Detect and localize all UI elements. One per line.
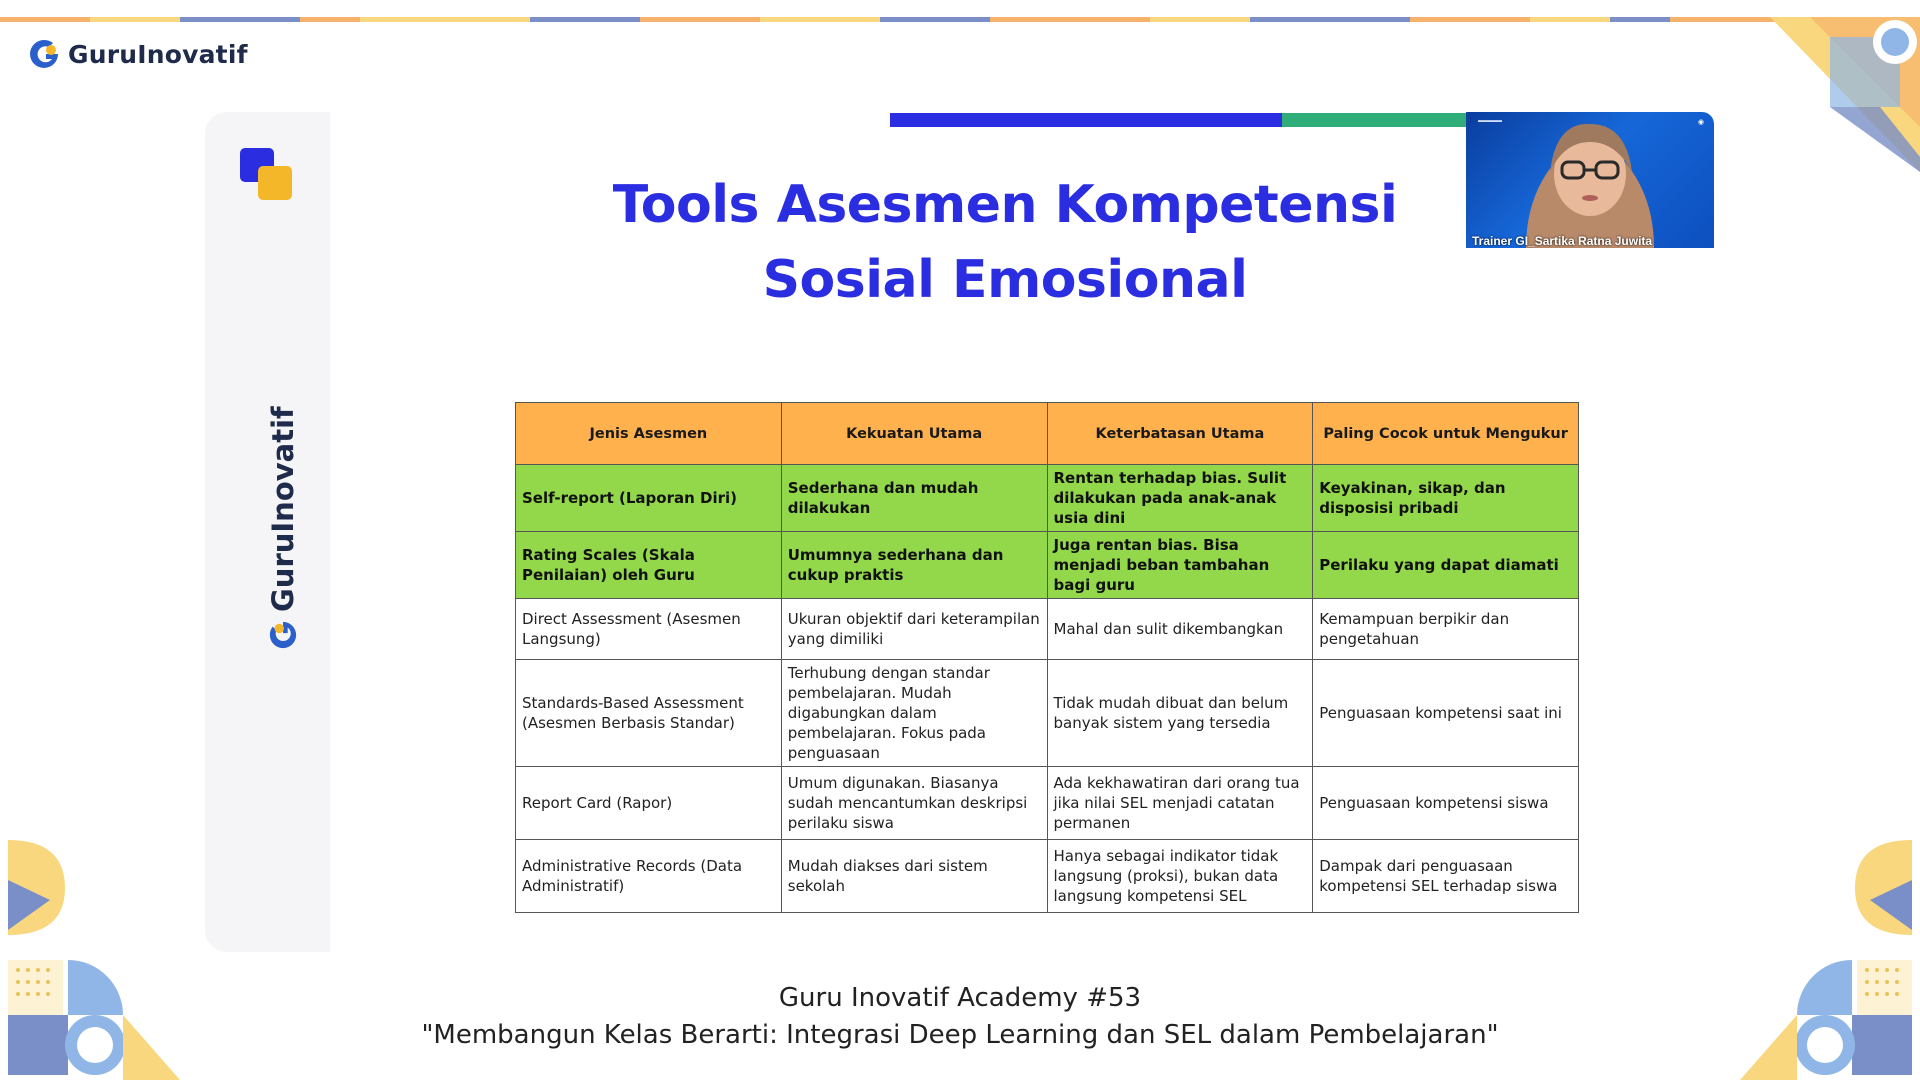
presenter-video <box>1466 112 1714 248</box>
table-cell: Direct Assessment (Asesmen Langsung) <box>516 599 782 660</box>
video-mini-text-icon: ▬▬▬▬ <box>1478 118 1502 124</box>
table-row <box>516 840 1579 913</box>
table-header: Paling Cocok untuk Mengukur <box>1313 403 1579 465</box>
top-decorative-stripe <box>0 17 1920 22</box>
table-row <box>516 465 1579 532</box>
table-cell: Mudah diakses dari sistem sekolah <box>781 840 1047 913</box>
guruinovatif-logo-icon <box>268 620 298 650</box>
presenter-avatar-icon <box>1466 112 1714 248</box>
table-cell: Keyakinan, sikap, dan disposisi pribadi <box>1313 465 1579 532</box>
table-row <box>516 532 1579 599</box>
table-cell: Administrative Records (Data Administratif) <box>516 840 782 913</box>
table-cell: Umum digunakan. Biasanya sudah mencantumkan deskripsi perilaku siswa <box>781 767 1047 840</box>
brand-logo <box>28 38 248 70</box>
video-caption: Trainer GI_Sartika Ratna Juwita <box>1472 234 1653 248</box>
table-cell: Penguasaan kompetensi saat ini <box>1313 660 1579 767</box>
table-row <box>516 599 1579 660</box>
table-cell: Hanya sebagai indikator tidak langsung (proksi), bukan data langsung kompetensi SEL <box>1047 840 1313 913</box>
footer-event-subtitle: "Membangun Kelas Berarti: Integrasi Deep Learning dan SEL dalam Pembelajaran" <box>421 1020 1499 1050</box>
table-cell: Dampak dari penguasaan kompetensi SEL terhadap siswa <box>1313 840 1579 913</box>
title-accent-bar <box>890 113 1467 127</box>
table-cell: Self-report (Laporan Diri) <box>516 465 782 532</box>
table-cell: Ada kekhawatiran dari orang tua jika nilai SEL menjadi catatan permanen <box>1047 767 1313 840</box>
table-header: Kekuatan Utama <box>781 403 1047 465</box>
squares-logo-icon <box>240 148 296 204</box>
table-row <box>516 767 1579 840</box>
video-logo-icon: ◉ <box>1697 119 1704 126</box>
footer-event-title: Guru Inovatif Academy #53 <box>778 983 1142 1013</box>
table-cell: Umumnya sederhana dan cukup praktis <box>781 532 1047 599</box>
table-header-row <box>516 403 1579 465</box>
table-cell: Juga rentan bias. Bisa menjadi beban tambahan bagi guru <box>1047 532 1313 599</box>
table-cell: Report Card (Rapor) <box>516 767 782 840</box>
sidebar-vertical-brand <box>266 406 300 650</box>
corner-decoration-top-right <box>1770 17 1920 172</box>
brand-name: GuruInovatif <box>68 39 248 69</box>
slide-title: Tools Asesmen Kompetensi Sosial Emosional <box>612 175 1398 310</box>
table-cell: Mahal dan sulit dikembangkan <box>1047 599 1313 660</box>
sidebar-brand-name: GuruInovatif <box>266 406 300 612</box>
table-cell: Sederhana dan mudah dilakukan <box>781 465 1047 532</box>
table-cell: Terhubung dengan standar pembelajaran. Mudah digabungkan dalam pembelajaran. Fokus pada penguasaan <box>781 660 1047 767</box>
table-cell: Kemampuan berpikir dan pengetahuan <box>1313 599 1579 660</box>
table-header: Keterbatasan Utama <box>1047 403 1313 465</box>
table-header: Jenis Asesmen <box>516 403 782 465</box>
sel-assessment-table <box>515 402 1579 913</box>
table-cell: Perilaku yang dapat diamati <box>1313 532 1579 599</box>
table-cell: Rentan terhadap bias. Sulit dilakukan pada anak-anak usia dini <box>1047 465 1313 532</box>
table-cell: Penguasaan kompetensi siswa <box>1313 767 1579 840</box>
table-cell: Tidak mudah dibuat dan belum banyak sistem yang tersedia <box>1047 660 1313 767</box>
table-row <box>516 660 1579 767</box>
table-cell: Rating Scales (Skala Penilaian) oleh Guru <box>516 532 782 599</box>
table-cell: Ukuran objektif dari keterampilan yang dimiliki <box>781 599 1047 660</box>
table-cell: Standards-Based Assessment (Asesmen Berbasis Standar) <box>516 660 782 767</box>
guruinovatif-logo-icon <box>28 38 60 70</box>
